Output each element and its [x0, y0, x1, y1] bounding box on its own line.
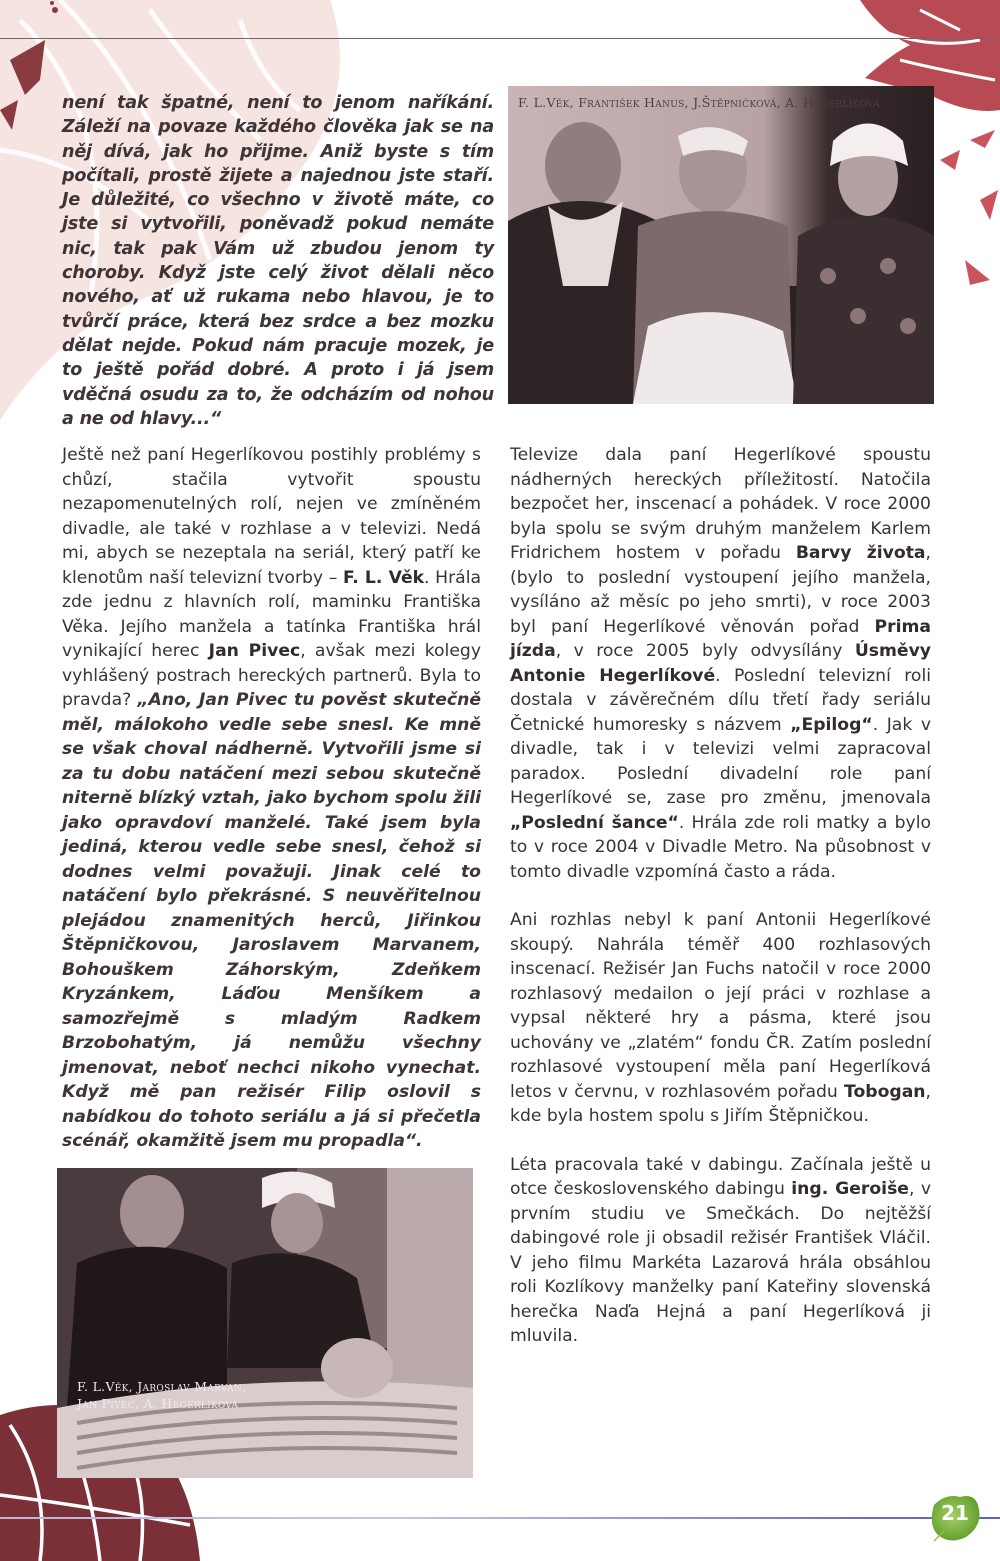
photo-top-caption	[518, 94, 880, 111]
program-title-tobogan: Tobogan	[844, 1081, 926, 1102]
episode-title-epilog: „Epilog“	[790, 714, 873, 735]
person-name-gerois: ing. Geroiše	[791, 1179, 909, 1199]
text-run: Ještě než paní Hegerlíkovou postihly problémy s chůzí, stačila vytvořit spoustu nezapomenutelných rolí, nejen ve zmíněném divadle, ale také v rozhlase a v televizi. Nedá mi, abych se nezeptala na seriál, který patří ke klenotům naší televizní tvorby –	[62, 445, 481, 588]
right-column	[510, 443, 931, 1349]
program-title-prima-jizda: Prima jízda	[510, 616, 931, 661]
text-run: . Hrála zde roli matky a bylo to v roce 2004 v Divadle Metro. Na působnost v tomto divadle vzpomíná často a ráda.	[510, 812, 931, 882]
text-run: , v roce 2005 byly odvysílány	[555, 641, 855, 661]
text-run: Ani rozhlas nebyl k paní Antonii Hegerlíkové skoupý. Nahrála téměř 400 rozhlasových inscenací. Režisér Jan Fuchs natočil v roce 2000 rozhlasový medailon o její práci v rozhlase a vypsal některé hry a pásma, které jsou uchovány ve „zlatém“ fondu ČR. Zatím poslední rozhlasové vystoupení měla paní Hegerlíková letos v červnu, v rozhlasovém pořadu	[510, 910, 931, 1102]
program-title-usmevy: Úsměvy Antonie Hegerlíkové	[510, 641, 931, 686]
text-run: , (bylo to poslední vystoupení jejího manžela, vysíláno až měsíc po jeho smrti), v roce 2003 byl paní Hegerlíkové věnován pořad	[510, 543, 931, 637]
pull-quote-top	[62, 91, 494, 431]
photo-bottom-caption	[77, 1378, 246, 1412]
top-rule	[0, 38, 1000, 39]
text-run: , avšak mezi kolegy vyhlášený postrach hereckých partnerů. Byla to pravda?	[62, 641, 481, 710]
left-paragraph-1	[62, 443, 481, 1154]
play-title-posledni-sance: „Poslední šance“	[510, 812, 679, 833]
text-run: , kde byla hostem spolu s Jiřím Štěpničkou.	[510, 1081, 931, 1126]
photo-bottom-caption-line1: F. L.Věk, Jaroslav Marvan,	[77, 1379, 247, 1394]
right-paragraph-3	[510, 1153, 931, 1349]
right-paragraph-1	[510, 443, 931, 884]
photo-bottom-caption-line2: Jan Pivec, A. Hegerlíková	[77, 1396, 239, 1411]
photo-top-caption-text: F. L.Věk, František Hanus, J.Štěpničková, A. Hegerlíková	[518, 95, 880, 110]
program-title-barvy-zivota: Barvy života	[795, 543, 926, 563]
page-number-badge	[928, 1491, 982, 1543]
bottom-rule	[0, 1517, 1000, 1519]
text-run: Léta pracovala také v dabingu. Začínala ještě u otce československého dabingu	[510, 1154, 931, 1199]
actor-name-jan-pivec: Jan Pivec	[208, 641, 301, 661]
text-run: . Poslední televizní roli dostala v závěrečném dílu třetí řady seriálu Četnické humoresky s názvem	[510, 665, 931, 735]
text-run: . Jak v divadle, tak i v televizi velmi zapracoval paradox. Poslední divadelní role paní Hegerlíkové se, zase pro změnu, jmenovala	[510, 714, 931, 808]
pull-quote-text: není tak špatné, není to jenom naříkání. Záleží na povaze každého člověka jak se na něj dívá, jak ho přijme. Aniž byste s tím počítali, prostě žijete a najednou jste staří. Je důležité, co všechno v životě máte, co jste si vytvořili, poněvadž pokud nemáte nic, tak pak Vám už zbudou jenom ty choroby. Když jste celý život dělali něco nového, ať už rukama nebo hlavou, je to tvůrčí práce, která bez srdce a bez mozku dělat nejde. Pokud nám pracuje mozek, je to ještě pořád dobré. A proto i já jsem vděčná osudu za to, že odcházím od nohou a ne od hlavy...“	[62, 93, 494, 429]
series-title-fl-vek: F. L. Věk	[343, 567, 425, 588]
photo-top	[508, 86, 934, 404]
photo-top-image	[508, 86, 934, 404]
text-run: . Hrála zde jednu z hlavních rolí, maminku Františka Věka. Jejího manžela a tatínka Františka hrál vynikající herec	[62, 567, 481, 661]
interview-quote: „Ano, Jan Pivec tu pověst skutečně měl, málokoho vedle sebe snesl. Ke mně se však choval nádherně. Vytvořili jsme si za tu dobu natáčení mezi sebou skutečně niterně blízký vztah, jako bychom spolu žili jako opravdoví manželé. Také jsem byla jediná, kterou vedle sebe snesl, čehož si dodnes velmi považuji. Jinak celé to natáčení bylo překrásné. S neuvěřitelnou plejádou znamenitých herců, Jiřinkou Štěpničkovou, Jaroslavem Marvanem, Bohouškem Záhorským, Zdeňkem Kryzánkem, Láďou Menšíkem a samozřejmě s mladým Radkem Brzobohatým, já nemůžu všechny jmenovat, neboť nechci nikoho vynechat. Když mě pan režisér Filip oslovil s nabídkou do tohoto seriálu a já si přečetla scénář, okamžitě jsem mu propadla“.	[62, 690, 481, 1151]
text-run: Televize dala paní Hegerlíkové spoustu nádherných hereckých příležitostí. Natočila bezpočet her, inscenací a pohádek. V roce 2000 byla spolu se svým druhým manželem Karlem Fridrichem hostem v pořadu	[510, 445, 931, 563]
left-column	[62, 443, 481, 1154]
page-number: 21	[941, 1501, 969, 1525]
photo-bottom-image	[57, 1168, 473, 1478]
text-run: , v prvním studiu ve Smečkách. Do nejtěžší dabingové role ji obsadil režisér František Vláčil. V jeho filmu Markéta Lazarová hrála obsáhlou roli Kozlíkovy manželky paní Kateřiny slovenská herečka Naďa Hejná a paní Hegerlíková ji mluvila.	[510, 1179, 931, 1346]
photo-bottom	[57, 1168, 473, 1478]
right-paragraph-2	[510, 908, 931, 1129]
